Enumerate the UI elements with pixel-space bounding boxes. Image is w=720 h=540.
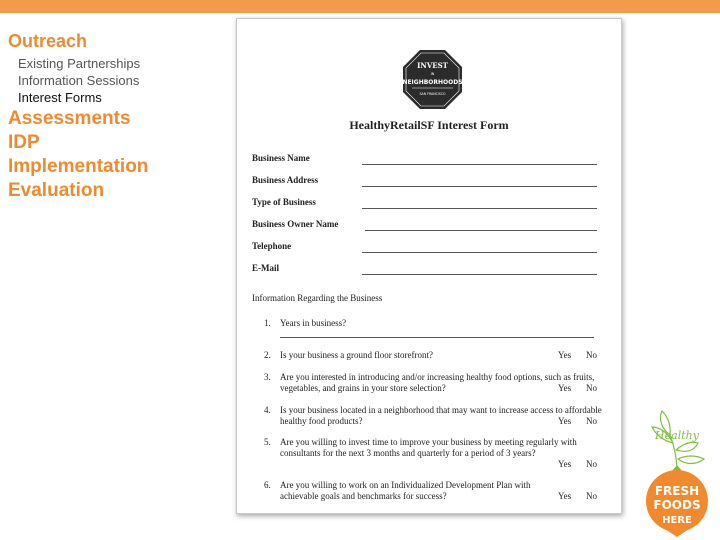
question-number: 4.: [264, 405, 271, 415]
question-number: 3.: [264, 372, 271, 382]
question-text: Years in business?: [280, 318, 347, 328]
question-text: Are you willing to work on an Individualized Development Plan with achievable goals and benchmarks for success?: [280, 480, 531, 501]
svg-text:FRESH: FRESH: [654, 484, 700, 498]
field-label: E-Mail: [252, 263, 279, 273]
nav-existing-partnerships[interactable]: Existing Partnerships: [18, 56, 141, 71]
question-4: [264, 405, 604, 429]
section-heading: Information Regarding the Business: [252, 293, 383, 303]
nav-interest-forms[interactable]: Interest Forms: [18, 90, 102, 105]
nav-evaluation[interactable]: Evaluation: [8, 180, 105, 201]
form-title: HealthyRetailSF Interest Form: [349, 118, 509, 132]
field-business-address[interactable]: [252, 175, 597, 189]
field-business-owner-name[interactable]: [252, 219, 597, 233]
no-option[interactable]: No: [586, 350, 597, 360]
field-blank-line: [362, 164, 597, 165]
field-blank-line: [362, 186, 597, 187]
field-label: Telephone: [252, 241, 292, 251]
yes-option[interactable]: Yes: [558, 416, 572, 426]
nav-assessments[interactable]: Assessments: [8, 108, 131, 129]
no-option[interactable]: No: [586, 383, 597, 393]
field-blank-line: [362, 252, 597, 253]
svg-text:IN: IN: [430, 72, 435, 76]
svg-text:Healthy: Healthy: [655, 429, 699, 442]
field-label: Business Owner Name: [252, 219, 339, 229]
field-label: Business Name: [252, 153, 310, 163]
svg-text:HERE: HERE: [662, 515, 692, 526]
question-number: 1.: [264, 318, 271, 328]
nav-implementation[interactable]: Implementation: [8, 156, 149, 177]
field-blank-line: [362, 274, 597, 275]
question-text: Is your business a ground floor storefront?: [280, 350, 433, 360]
field-business-name[interactable]: [252, 153, 597, 167]
yes-option[interactable]: Yes: [558, 459, 572, 469]
question-1: [264, 318, 604, 340]
question-6: [264, 480, 604, 504]
question-3: [264, 372, 604, 396]
field-blank-line: [362, 208, 597, 209]
field-telephone[interactable]: [252, 241, 597, 255]
svg-text:NEIGHBORHOODS: NEIGHBORHOODS: [402, 79, 463, 86]
question-5: [264, 437, 604, 471]
yes-option[interactable]: Yes: [558, 383, 572, 393]
invest-in-neighborhoods-logo: [402, 49, 463, 110]
no-option[interactable]: No: [586, 416, 597, 426]
question-text: Are you interested in introducing and/or increasing healthy food options, such as fruits, vegetables, and grains in your store selection?: [280, 372, 595, 393]
answer-line[interactable]: [280, 337, 594, 338]
question-number: 5.: [264, 437, 271, 447]
field-email[interactable]: [252, 263, 597, 277]
field-blank-line: [365, 230, 597, 231]
field-type-of-business[interactable]: [252, 197, 597, 211]
yes-option[interactable]: Yes: [558, 350, 572, 360]
nav-outreach-subitems: [18, 55, 228, 106]
question-text: Are you willing to invest time to improve your business by meeting regularly with consultants for the next 3 months and quarterly for a period of 3 years?: [280, 437, 577, 458]
nav-outreach[interactable]: Outreach: [8, 31, 88, 51]
field-label: Business Address: [252, 175, 319, 185]
svg-text:SAN FRANCISCO: SAN FRANCISCO: [419, 92, 446, 96]
question-text: Is your business located in a neighborhood that may want to increase access to affordable healthy food products?: [280, 405, 602, 426]
nav-idp[interactable]: IDP: [8, 132, 40, 153]
field-label: Type of Business: [252, 197, 316, 207]
question-number: 6.: [264, 480, 271, 490]
no-option[interactable]: No: [586, 459, 597, 469]
question-2: [264, 350, 604, 362]
no-option[interactable]: No: [586, 491, 597, 501]
svg-text:INVEST: INVEST: [417, 61, 448, 70]
outline-nav: [8, 30, 228, 203]
fresh-foods-here-badge: [640, 405, 715, 537]
svg-text:FOODS: FOODS: [653, 498, 701, 512]
top-accent-bar: [0, 0, 720, 13]
nav-information-sessions[interactable]: Information Sessions: [18, 73, 140, 88]
interest-form-document: [236, 18, 622, 514]
yes-option[interactable]: Yes: [558, 491, 572, 501]
question-number: 2.: [264, 350, 271, 360]
